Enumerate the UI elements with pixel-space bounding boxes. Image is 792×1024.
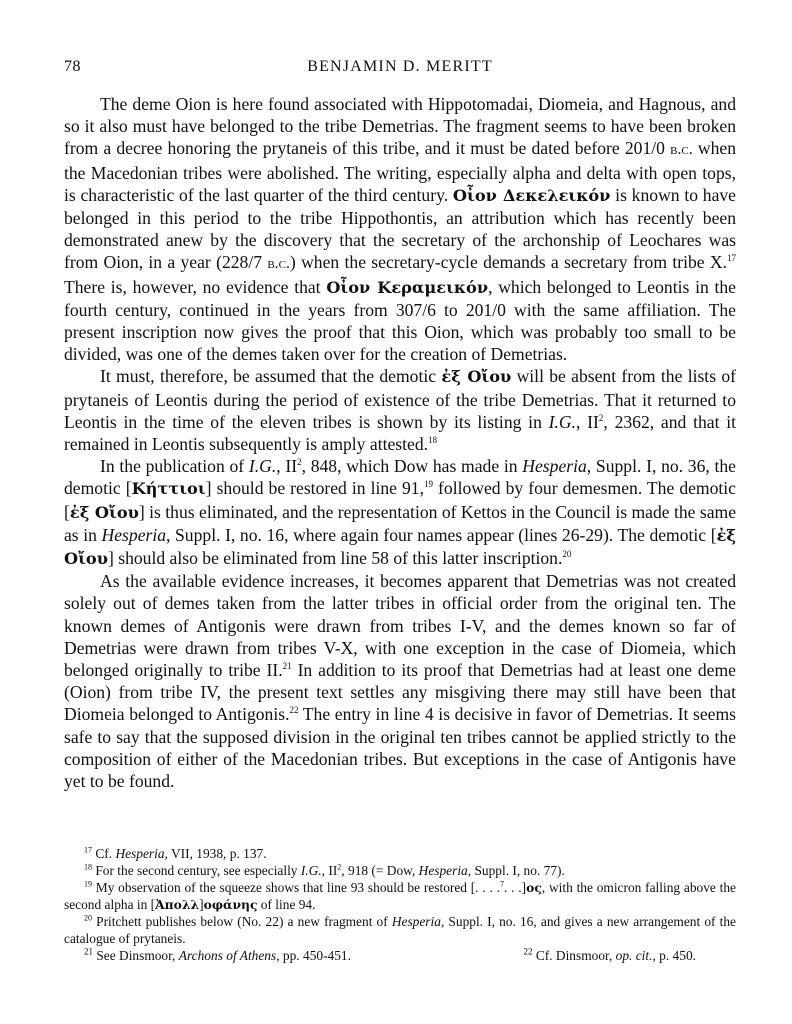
- running-head: BENJAMIN D. MERITT: [307, 58, 493, 75]
- page-header: [64, 58, 736, 78]
- footnote-row-21-22: [64, 947, 736, 964]
- footnote-22: $^{22}$ Cf. Dinsmoor, op. cit., p. 450.: [523, 946, 696, 963]
- era-abbrev: b.c.: [670, 141, 693, 159]
- footnote-ref-22[interactable]: 22: [289, 705, 299, 716]
- paragraph-4: As the available evidence increases, it becomes apparent that Demetrias was not created solely out of demes taken from the latter tribes in official order from the original ten. The known demes of Antigonis were drawn from tribes I-V, and the demes known so far of Demetrias were drawn from tribes V-X, with one exception in the case of Diomeia, which belonged originally to tribe II.$^{21}$ In addition to its proof that Demetrias had at least one deme (Oion) from tribe IV, the present text settles any misgiving there may still have been that Diomeia belonged to Antigonis.$^{22}$ The entry in line 4 is decisive in favor of Demetrias. It seems safe to say that the supposed division in the original ten tribes cannot be applied strictly to the composition of either of the Macedonian tribes. But exceptions in the case of Antigonis have yet to be found.: [64, 571, 736, 792]
- footnote-20: $^{20}$ Pritchett publishes below (No. 22) a new fragment of Hesperia, Suppl. I, no. 16, and gives a new arrangement of the catalogue of prytaneis.: [64, 913, 736, 946]
- greek-phrase: Οἶον Δεκελεικόν: [452, 185, 611, 205]
- page-number: 78: [64, 58, 81, 75]
- footnote-ref-18[interactable]: 18: [428, 435, 438, 446]
- greek-phrase: ἐξ Οἴου: [64, 525, 737, 569]
- journal-title: Hesperia: [101, 524, 167, 545]
- journal-title: Hesperia: [522, 456, 587, 477]
- paragraph-2: It must, therefore, be assumed that the demotic ἐξ Οἴου will be absent from the lists of prytaneis of Leontis during the period of existence of the tribe Demetrias. That it returned to Leontis in the time of the eleven tribes is shown by its listing in I.G., $II^2$, 2362, and that it remained in Leontis subsequently is amply attested.$^{18}$: [64, 366, 737, 455]
- footnote-17: $^{17}$ Cf. Hesperia, VII, 1938, p. 137.: [84, 845, 267, 861]
- footnote-21: $^{21}$ See Dinsmoor, Archons of Athens, pp. 450-451.: [84, 946, 351, 963]
- footnote-19: $^{19}$ My observation of the squeeze shows that line 93 should be restored [. . . .$^7$. . .]ος, with the omicron falling above the second alpha in [Ἀπολλ]οφάνης of line 94.: [64, 879, 737, 912]
- greek-phrase: Οἶον Κεραμεικόν: [326, 277, 489, 297]
- footnotes: [64, 845, 736, 964]
- greek-phrase: ἐξ Οἴου: [441, 367, 512, 387]
- era-abbrev: b.c.: [267, 255, 290, 273]
- footnote-ref-21[interactable]: 21: [282, 661, 292, 672]
- footnote-ref-19[interactable]: 19: [424, 479, 433, 490]
- greek-phrase: Κήττιοι: [131, 479, 206, 499]
- footnote-ref-20[interactable]: 20: [562, 549, 572, 560]
- body-text: [64, 93, 736, 792]
- greek-phrase: ἐξ Οἴου: [69, 502, 139, 522]
- footnote-18: $^{18}$ For the second century, see especially I.G., $II^2$, 918 (= Dow, Hesperia, Suppl. I, no. 77).: [84, 862, 565, 878]
- footnote-ref-17[interactable]: 17: [726, 253, 736, 264]
- paragraph-1: The deme Oion is here found associated with Hippotomadai, Diomeia, and Hagnous, and so it also must have belonged to the tribe Demetrias. The fragment seems to have been broken from a decree honoring the prytaneis of this tribe, and it must be dated before 201/0 b.c. when the Macedonian tribes were abolished. The writing, especially alpha and delta with open tops, is characteristic of the last quarter of the third century. Οἶον Δεκελεικόν is known to have belonged in this period to the tribe Hippothontis, an attribution which has recently been demonstrated anew by the discovery that the secretary of the archonship of Leochares was from Oion, in a year (228/7 b.c.) when the secretary-cycle demands a secretary from tribe X.$^{17}$ There is, however, no evidence that Οἶον Κεραμεικόν, which belonged to Leontis in the fourth century, continued in the years from 307/6 to 201/0 with the same affiliation. The present inscription now gives the proof that this Oion, which was probably too small to be divided, was one of the demes taken over for the creation of Demetrias.: [64, 94, 736, 365]
- citation-title: I.G.: [548, 411, 577, 432]
- paragraph-3: In the publication of I.G., $II^2$, 848, which Dow has made in Hesperia, Suppl. I, no. 36, the demotic [Κήττιοι] should be restored in line 91,19 followed by four demesmen. The demotic [ἐξ Οἴου] is thus eliminated, and the representation of Kettos in the Council is made the same as in Hesperia, Suppl. I, no. 16, where again four names appear (lines 26-29). The demotic [ἐξ Οἴου] should also be eliminated from line 58 of this latter inscription.$^{20}$: [64, 456, 737, 569]
- citation-title: I.G.: [248, 456, 277, 477]
